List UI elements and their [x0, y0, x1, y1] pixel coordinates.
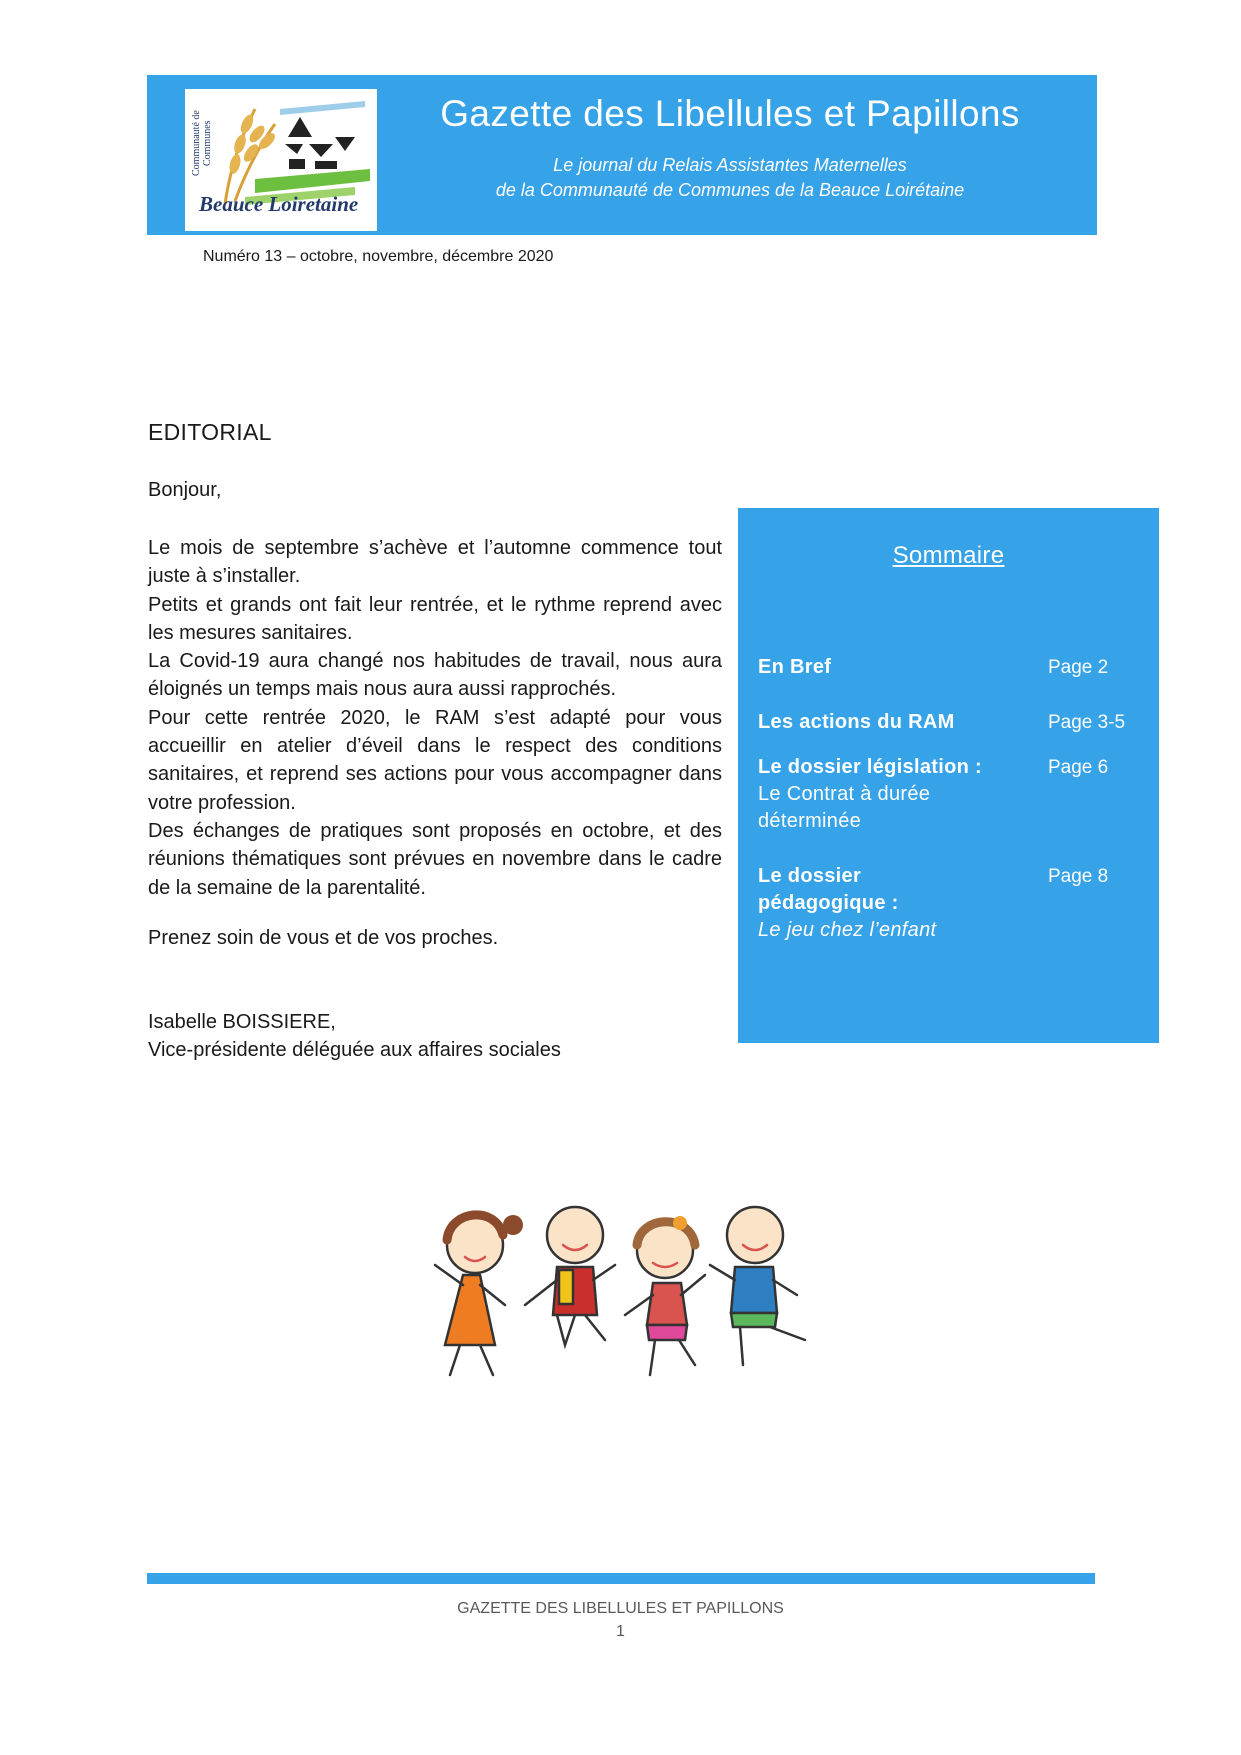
toc-item-page: Page 6	[1048, 757, 1109, 778]
editorial-paragraph: Petits et grands ont fait leur rentrée, et le rythme reprend avec les mesures sanitaires.	[148, 593, 722, 644]
signature-name: Isabelle BOISSIERE,	[148, 1011, 336, 1033]
logo	[185, 89, 377, 231]
toc-item-page: Page 8	[1048, 866, 1109, 887]
subtitle-line1: Le journal du Relais Assistantes Maternelles	[553, 155, 907, 175]
sommaire-title: Sommaire	[892, 542, 1005, 569]
toc-item[interactable]	[758, 863, 1143, 944]
page-title: Gazette des Libellules et Papillons	[440, 93, 1020, 134]
toc-item[interactable]	[758, 754, 1143, 835]
toc-item-page: Page 2	[1048, 657, 1109, 678]
toc-item-label: Les actions du RAM	[758, 711, 955, 733]
editorial-paragraph: Pour cette rentrée 2020, le RAM s’est adapté pour vous accueillir en atelier d’éveil dans le respect des conditions sanitaires, et reprend ses actions pour vous accompagner dans votre profession.	[148, 706, 722, 814]
editorial-closing: Prenez soin de vous et de vos proches.	[148, 927, 499, 949]
footer-bar	[147, 1573, 1095, 1584]
editorial-title: EDITORIAL	[148, 419, 272, 445]
editorial-paragraph: Des échanges de pratiques sont proposés en octobre, et des réunions thématiques sont prévues en novembre dans le cadre de la semaine de la parentalité.	[148, 819, 722, 899]
toc-item-label: Le dossier pédagogique :	[758, 865, 899, 914]
toc-item-desc: Le jeu chez l’enfant	[758, 919, 937, 941]
editorial-paragraph: Le mois de septembre s’achève et l’automne commence tout juste à s’installer.	[148, 537, 722, 588]
signature	[148, 1008, 561, 1064]
sommaire-box	[738, 508, 1159, 1043]
logo-text: Beauce Loiretaine	[199, 192, 359, 216]
toc-item[interactable]	[758, 654, 1143, 681]
toc-item-desc: Le Contrat à durée déterminée	[758, 783, 931, 832]
editorial-paragraph: La Covid-19 aura changé nos habitudes de travail, nous aura éloignés un temps mais nous aura aussi rapprochés.	[148, 650, 722, 701]
issue-number: Numéro 13 – octobre, novembre, décembre 2020	[203, 248, 554, 265]
toc-item-label: Le dossier législation :	[758, 756, 982, 778]
page-number: 1	[616, 1623, 625, 1640]
toc-item-page: Page 3-5	[1048, 712, 1126, 733]
signature-role: Vice-présidente déléguée aux affaires sociales	[148, 1039, 561, 1061]
footer-title: GAZETTE DES LIBELLULES ET PAPILLONS	[457, 1600, 784, 1617]
children-illustration	[425, 1195, 825, 1385]
toc-item-label: En Bref	[758, 656, 832, 678]
toc-item[interactable]	[758, 709, 1143, 736]
header-banner	[147, 75, 1097, 235]
subtitle-line2: de la Communauté de Communes de la Beauce Loirétaine	[495, 180, 965, 200]
editorial-body	[148, 534, 722, 902]
logo-vertical-text: Communauté de Communes	[191, 110, 213, 176]
editorial-greeting: Bonjour,	[148, 479, 222, 501]
